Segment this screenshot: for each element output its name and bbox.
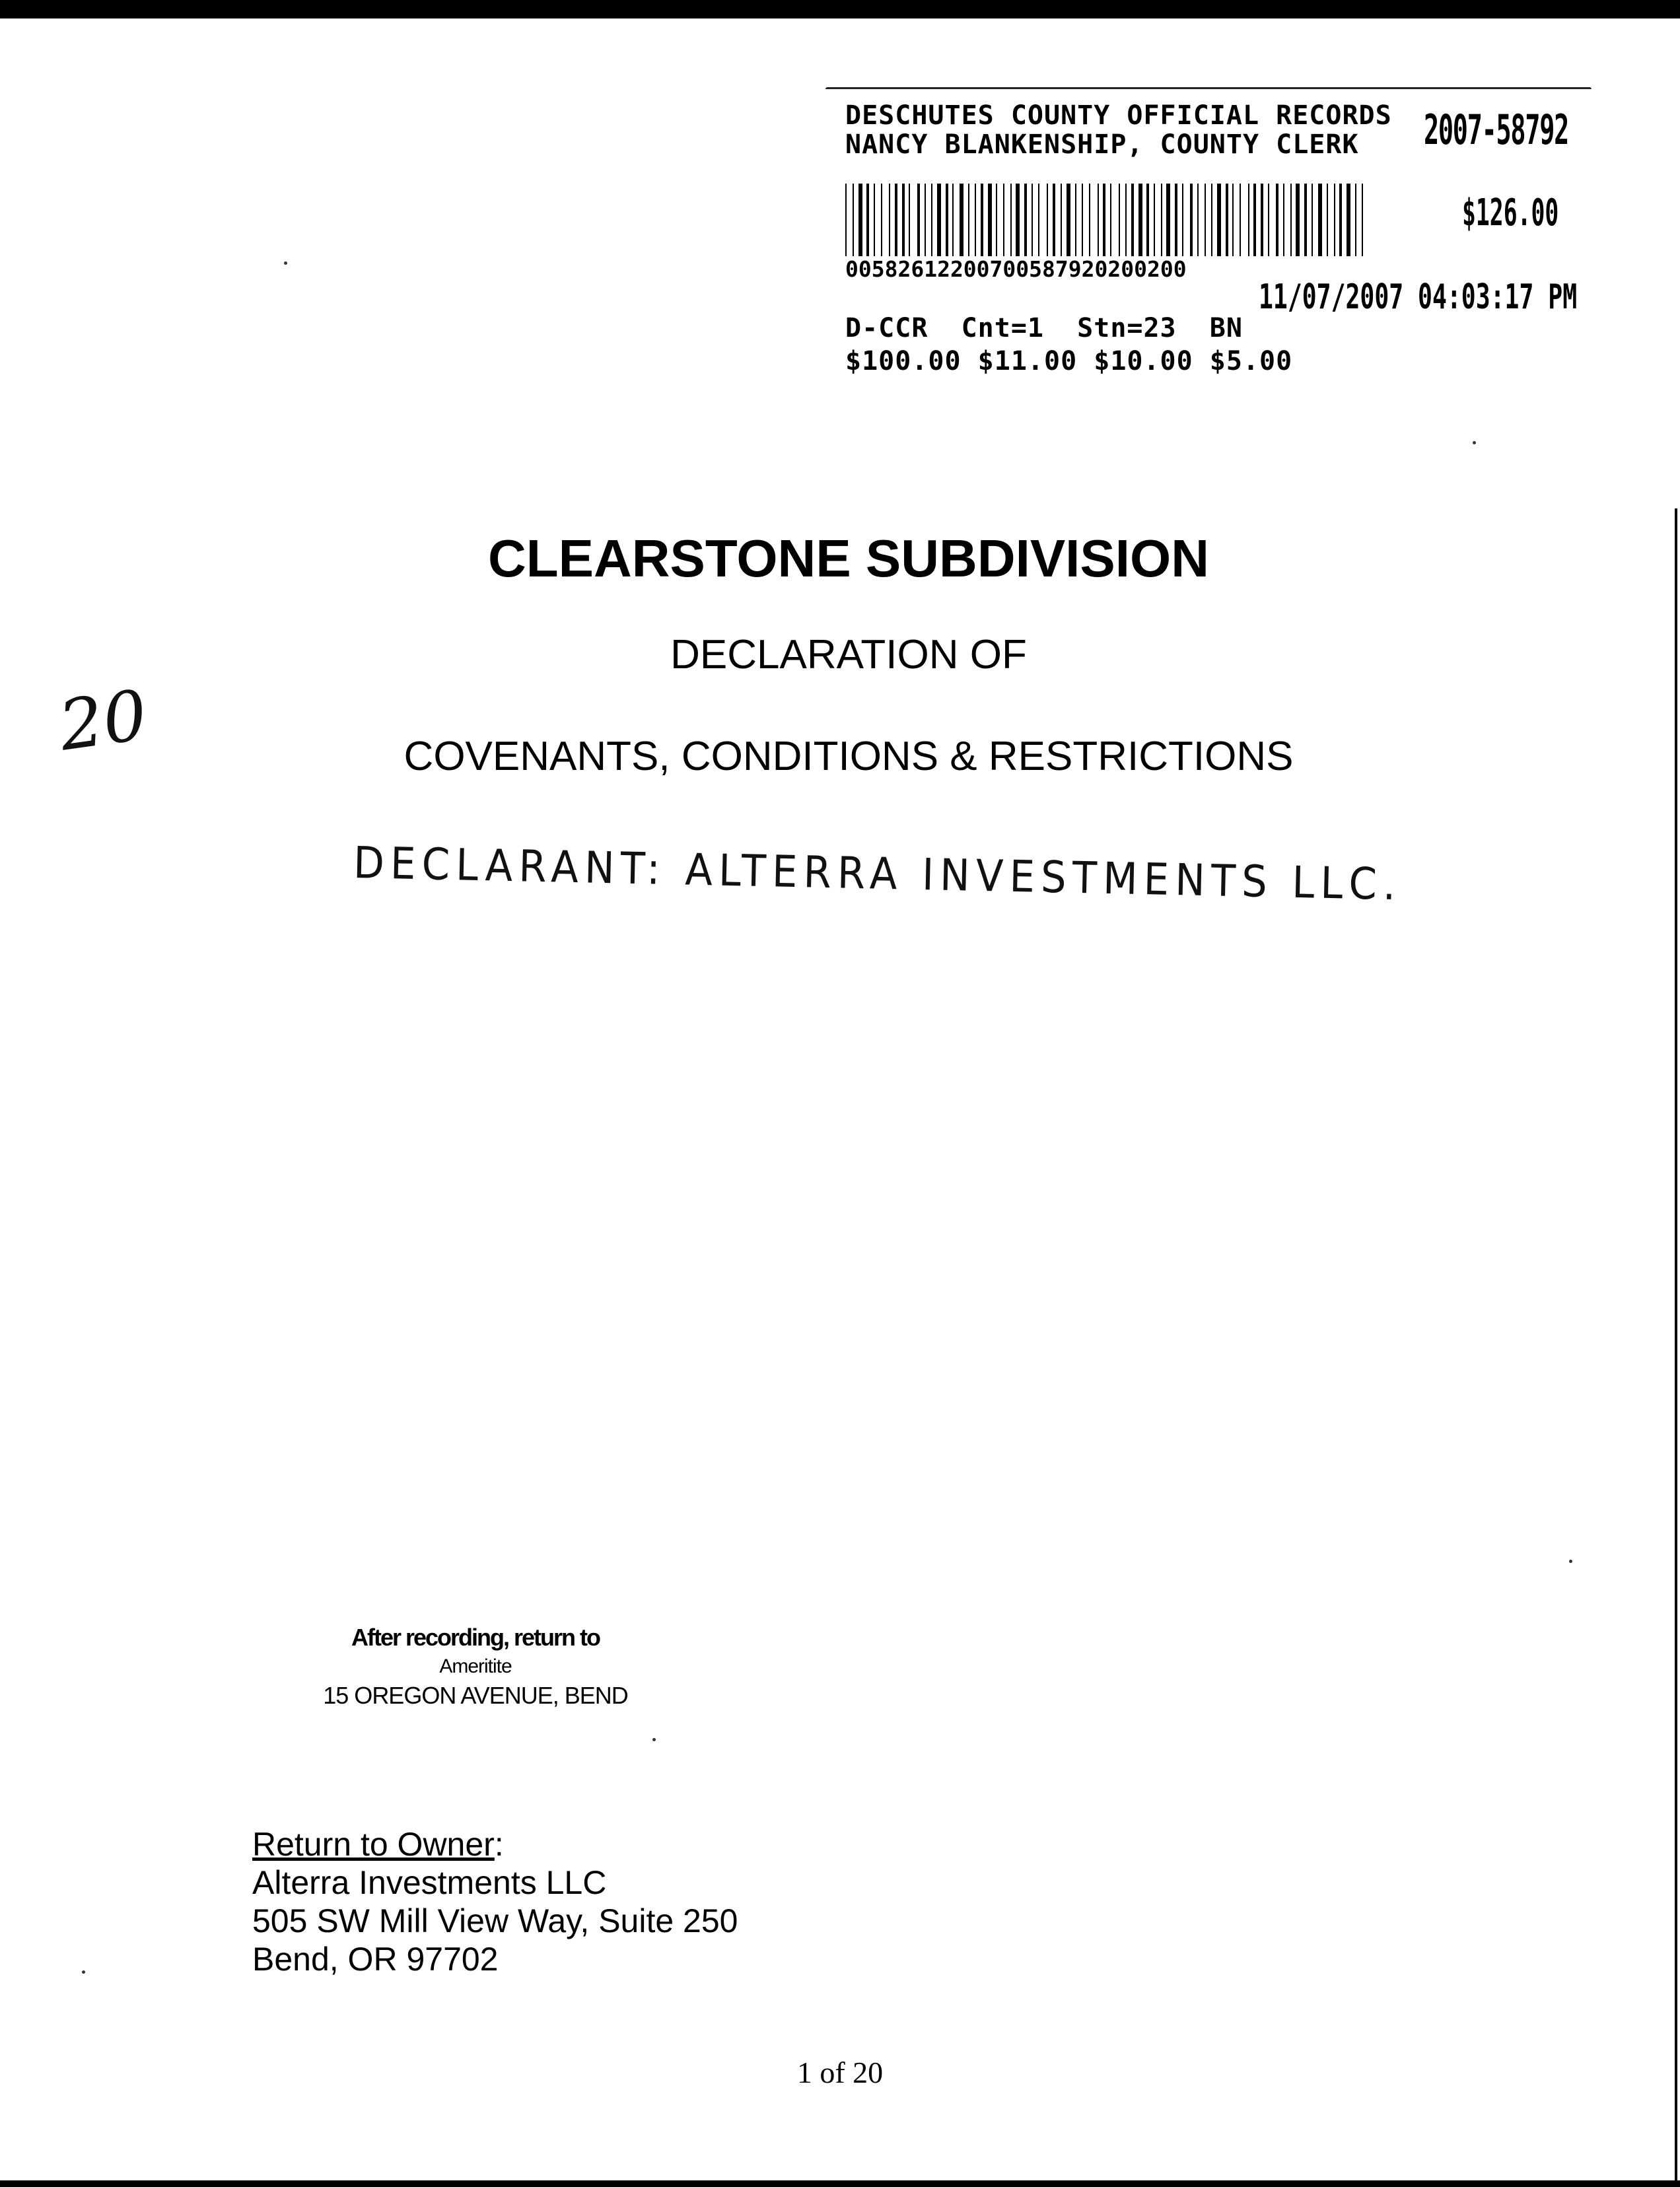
scan-speck [284,261,287,265]
document-subtitle-line-1: DECLARATION OF [670,632,1027,677]
barcode-bar [1355,184,1356,256]
barcode-bar [1154,184,1155,256]
barcode-bar [1347,184,1350,256]
return-to-owner-heading-row [252,1825,738,1863]
barcode-bar [858,184,862,256]
barcode-bar [975,184,976,256]
barcode-bar [902,184,905,256]
barcode-bar [1304,184,1307,256]
after-recording-stamp [291,1623,660,1710]
barcode-bar [895,184,897,256]
barcode-bar [1098,184,1099,256]
recording-office: DESCHUTES COUNTY OFFICIAL RECORDS [845,100,1392,131]
barcode-bar [1334,184,1335,256]
scan-top-edge [0,0,1680,18]
barcode [845,184,1367,256]
after-recording-company: Ameritite [439,1655,512,1677]
handwritten-declarant: DECLARANT: ALTERRA INVESTMENTS LLC. [353,837,1403,911]
barcode-bar [1067,184,1070,256]
barcode-bar [1161,184,1162,256]
barcode-bar [881,184,882,256]
handwritten-page-count: 20 [54,674,153,767]
return-to-owner-heading: Return to Owner [252,1826,495,1863]
barcode-bar [952,184,954,256]
document-number: 2007-58792 [1424,106,1569,154]
document-subtitle-line-2: COVENANTS, CONDITIONS & RESTRICTIONS [403,734,1294,779]
barcode-bar [1211,184,1212,256]
barcode-bar [1182,184,1183,256]
barcode-bar [1032,184,1033,256]
barcode-bar [889,184,890,256]
barcode-bar [937,184,941,256]
barcode-bar [1082,184,1083,256]
barcode-bar [1362,184,1363,256]
barcode-bar [1047,184,1048,256]
barcode-bar [1131,184,1134,256]
after-recording-address: 15 OREGON AVENUE, BEND [323,1682,628,1709]
barcode-bar [925,184,926,256]
recording-codes: D-CCR Cnt=1 Stn=23 BN [845,313,1243,343]
barcode-bar [1226,184,1228,256]
scan-speck [1473,441,1476,444]
barcode-bar [1217,184,1221,256]
barcode-bar [1024,184,1027,256]
barcode-bar [1318,184,1322,256]
owner-name: Alterra Investments LLC [252,1864,607,1901]
barcode-bar [1296,184,1300,256]
barcode-bar [996,184,997,256]
barcode-bar [1166,184,1170,256]
page-number: 1 of 20 [796,2056,884,2089]
barcode-bar [1327,184,1328,256]
barcode-bar [931,184,932,256]
barcode-bar [1232,184,1234,256]
barcode-bar [917,184,920,256]
barcode-bar [1119,184,1120,256]
barcode-bar [1016,184,1020,256]
barcode-bar [1205,184,1206,256]
scan-speck [652,1738,656,1741]
barcode-bar [1290,184,1292,256]
barcode-bar [866,184,869,256]
barcode-bar [1175,184,1177,256]
return-to-owner-block [252,1825,738,1978]
county-clerk: NANCY BLANKENSHIP, COUNTY CLERK [845,129,1359,160]
barcode-bar [1268,184,1269,256]
barcode-bar [1283,184,1284,256]
barcode-digits: 00582612200700587920200200 [845,256,1187,282]
barcode-bar [1010,184,1012,256]
barcode-bar [946,184,948,256]
barcode-bar [1240,184,1241,256]
scan-bottom-edge [0,2180,1680,2187]
barcode-bar [1197,184,1199,256]
barcode-bar [1061,184,1062,256]
barcode-bar [909,184,910,256]
barcode-bar [1261,184,1263,256]
scan-speck [82,1970,85,1974]
barcode-bar [1125,184,1127,256]
barcode-bar [988,184,992,256]
barcode-bar [1089,184,1090,256]
barcode-bar [968,184,969,256]
barcode-bar [874,184,875,256]
barcode-bar [1038,184,1039,256]
document-title: CLEARSTONE SUBDIVISION [488,529,1209,588]
owner-street: 505 SW Mill View Way, Suite 250 [252,1902,738,1939]
barcode-bar [1248,184,1249,256]
barcode-bar [1138,184,1142,256]
barcode-bar [853,184,854,256]
barcode-bar [1146,184,1149,256]
barcode-bar [1312,184,1313,256]
barcode-bar [960,184,963,256]
total-fee: $126.00 [1462,191,1559,234]
barcode-bar [1053,184,1055,256]
barcode-bar [1190,184,1193,256]
stamp-border [825,87,1592,89]
scan-speck [1569,1560,1572,1563]
return-to-owner-colon: : [494,1826,504,1863]
after-recording-instruction: After recording, return to [351,1624,600,1651]
owner-city: Bend, OR 97702 [252,1941,499,1978]
barcode-bar [1075,184,1076,256]
barcode-bar [1110,184,1111,256]
barcode-bar [1003,184,1004,256]
barcode-bar [981,184,983,256]
barcode-bar [845,184,847,256]
recording-fee-breakdown: $100.00 $11.00 $10.00 $5.00 [845,346,1293,376]
barcode-bar [1103,184,1105,256]
barcode-bar [1276,184,1278,256]
recording-datetime: 11/07/2007 04:03:17 PM [1259,277,1578,317]
barcode-bar [1339,184,1342,256]
barcode-bar [1253,184,1256,256]
